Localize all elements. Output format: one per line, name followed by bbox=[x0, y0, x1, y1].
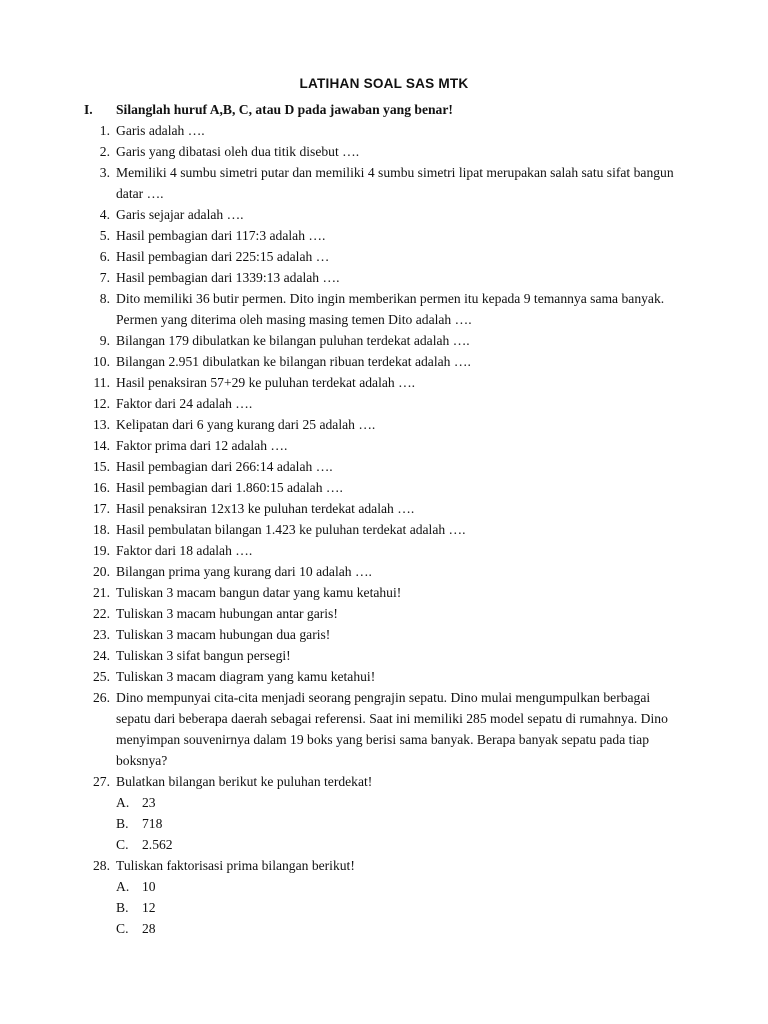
question-number: 13. bbox=[93, 417, 110, 432]
question-number: 3. bbox=[99, 165, 110, 180]
question-number: 21. bbox=[93, 585, 110, 600]
question-number: 19. bbox=[93, 543, 110, 558]
section-header bbox=[84, 100, 708, 120]
question-body bbox=[116, 414, 676, 435]
question-body bbox=[116, 603, 676, 624]
question-number: 5. bbox=[99, 228, 110, 243]
question-body bbox=[116, 246, 676, 267]
option-item bbox=[116, 897, 676, 918]
question-text: Hasil pembagian dari 225:15 adalah … bbox=[116, 249, 330, 264]
question-text: Bilangan 2.951 dibulatkan ke bilangan ribuan terdekat adalah …. bbox=[116, 354, 471, 369]
question-text: Kelipatan dari 6 yang kurang dari 25 adalah …. bbox=[116, 417, 376, 432]
question-item bbox=[84, 267, 708, 288]
question-text: Faktor dari 18 adalah …. bbox=[116, 543, 253, 558]
question-item bbox=[84, 477, 708, 498]
question-item bbox=[84, 435, 708, 456]
question-body bbox=[116, 372, 676, 393]
question-number: 24. bbox=[93, 648, 110, 663]
question-body bbox=[116, 141, 676, 162]
question-text: Garis yang dibatasi oleh dua titik disebut …. bbox=[116, 144, 360, 159]
question-text: Tuliskan faktorisasi prima bilangan berikut! bbox=[116, 858, 355, 873]
option-text: 10 bbox=[142, 879, 156, 894]
question-number: 18. bbox=[93, 522, 110, 537]
question-item bbox=[84, 540, 708, 561]
question-item bbox=[84, 603, 708, 624]
question-body bbox=[116, 162, 676, 204]
question-text: Hasil pembagian dari 117:3 adalah …. bbox=[116, 228, 326, 243]
question-item bbox=[84, 141, 708, 162]
question-item bbox=[84, 246, 708, 267]
question-body bbox=[116, 561, 676, 582]
question-number: 10. bbox=[93, 354, 110, 369]
question-number: 2. bbox=[99, 144, 110, 159]
question-text: Hasil pembagian dari 1.860:15 adalah …. bbox=[116, 480, 343, 495]
option-item bbox=[116, 834, 676, 855]
option-letter: B. bbox=[116, 816, 129, 831]
question-item bbox=[84, 561, 708, 582]
question-number: 8. bbox=[99, 291, 110, 306]
option-item bbox=[116, 813, 676, 834]
option-item bbox=[116, 918, 676, 939]
question-text: Dito memiliki 36 butir permen. Dito ingin memberikan permen itu kepada 9 temannya sama banyak. Permen yang diterima oleh masing masing temen Dito adalah …. bbox=[116, 291, 665, 327]
question-number: 9. bbox=[99, 333, 110, 348]
question-text: Tuliskan 3 macam diagram yang kamu ketahui! bbox=[116, 669, 376, 684]
question-item bbox=[84, 162, 708, 204]
question-number: 6. bbox=[99, 249, 110, 264]
question-body bbox=[116, 330, 676, 351]
question-item bbox=[84, 666, 708, 687]
question-item bbox=[84, 456, 708, 477]
question-number: 7. bbox=[99, 270, 110, 285]
question-number: 16. bbox=[93, 480, 110, 495]
question-text: Garis adalah …. bbox=[116, 123, 205, 138]
question-body bbox=[116, 771, 676, 855]
question-body bbox=[116, 204, 676, 225]
question-number: 11. bbox=[93, 375, 110, 390]
question-item bbox=[84, 771, 708, 855]
question-item bbox=[84, 225, 708, 246]
question-number: 4. bbox=[99, 207, 110, 222]
question-body bbox=[116, 456, 676, 477]
option-item bbox=[116, 792, 676, 813]
question-number: 25. bbox=[93, 669, 110, 684]
question-number: 22. bbox=[93, 606, 110, 621]
question-item bbox=[84, 204, 708, 225]
option-list bbox=[116, 876, 676, 939]
question-item bbox=[84, 624, 708, 645]
question-body bbox=[116, 393, 676, 414]
question-text: Hasil pembulatan bilangan 1.423 ke puluhan terdekat adalah …. bbox=[116, 522, 466, 537]
option-letter: A. bbox=[116, 879, 130, 894]
question-body bbox=[116, 855, 676, 939]
question-item bbox=[84, 288, 708, 330]
question-body bbox=[116, 582, 676, 603]
question-list bbox=[84, 120, 708, 939]
question-text: Tuliskan 3 sifat bangun persegi! bbox=[116, 648, 291, 663]
question-body bbox=[116, 351, 676, 372]
section-one bbox=[84, 100, 708, 939]
question-text: Bulatkan bilangan berikut ke puluhan terdekat! bbox=[116, 774, 373, 789]
question-text: Faktor prima dari 12 adalah …. bbox=[116, 438, 288, 453]
question-item bbox=[84, 414, 708, 435]
question-number: 12. bbox=[93, 396, 110, 411]
question-body bbox=[116, 435, 676, 456]
question-text: Faktor dari 24 adalah …. bbox=[116, 396, 253, 411]
question-text: Tuliskan 3 macam bangun datar yang kamu ketahui! bbox=[116, 585, 402, 600]
section-instruction: Silanglah huruf A,B, C, atau D pada jawaban yang benar! bbox=[116, 102, 453, 117]
question-item bbox=[84, 519, 708, 540]
question-text: Bilangan 179 dibulatkan ke bilangan puluhan terdekat adalah …. bbox=[116, 333, 470, 348]
question-body bbox=[116, 687, 676, 771]
question-item bbox=[84, 498, 708, 519]
question-text: Hasil penaksiran 57+29 ke puluhan terdekat adalah …. bbox=[116, 375, 416, 390]
question-item bbox=[84, 351, 708, 372]
question-number: 17. bbox=[93, 501, 110, 516]
question-item bbox=[84, 645, 708, 666]
option-text: 2.562 bbox=[142, 837, 173, 852]
question-item bbox=[84, 582, 708, 603]
option-item bbox=[116, 876, 676, 897]
question-body bbox=[116, 267, 676, 288]
question-number: 27. bbox=[93, 774, 110, 789]
question-body bbox=[116, 120, 676, 141]
section-number: I. bbox=[84, 102, 93, 117]
question-body bbox=[116, 645, 676, 666]
question-body bbox=[116, 540, 676, 561]
option-list bbox=[116, 792, 676, 855]
question-number: 23. bbox=[93, 627, 110, 642]
question-number: 15. bbox=[93, 459, 110, 474]
option-letter: B. bbox=[116, 900, 129, 915]
question-text: Garis sejajar adalah …. bbox=[116, 207, 244, 222]
option-text: 23 bbox=[142, 795, 156, 810]
question-number: 28. bbox=[93, 858, 110, 873]
option-letter: C. bbox=[116, 921, 129, 936]
question-body bbox=[116, 666, 676, 687]
question-number: 14. bbox=[93, 438, 110, 453]
question-number: 20. bbox=[93, 564, 110, 579]
question-body bbox=[116, 477, 676, 498]
option-text: 28 bbox=[142, 921, 156, 936]
question-body bbox=[116, 624, 676, 645]
option-text: 12 bbox=[142, 900, 156, 915]
question-item bbox=[84, 330, 708, 351]
question-item bbox=[84, 687, 708, 771]
option-letter: C. bbox=[116, 837, 129, 852]
question-number: 1. bbox=[99, 123, 110, 138]
question-body bbox=[116, 225, 676, 246]
question-body bbox=[116, 519, 676, 540]
question-number: 26. bbox=[93, 690, 110, 705]
question-text: Hasil penaksiran 12x13 ke puluhan terdekat adalah …. bbox=[116, 501, 415, 516]
question-text: Tuliskan 3 macam hubungan dua garis! bbox=[116, 627, 331, 642]
question-text: Hasil pembagian dari 1339:13 adalah …. bbox=[116, 270, 340, 285]
question-text: Dino mempunyai cita-cita menjadi seorang pengrajin sepatu. Dino mulai mengumpulkan berbagai sepatu dari beberapa daerah sebagai referensi. Saat ini memiliki 285 model sepatu di rumahnya. Dino menyimpan souvenirnya dalam 19 boks yang berisi sama banyak. Berapa banyak sepatu pada tiap boksnya? bbox=[116, 690, 668, 768]
option-letter: A. bbox=[116, 795, 130, 810]
question-text: Memiliki 4 sumbu simetri putar dan memiliki 4 sumbu simetri lipat merupakan salah satu sifat bangun datar …. bbox=[116, 165, 674, 201]
option-text: 718 bbox=[142, 816, 163, 831]
question-body bbox=[116, 288, 676, 330]
question-item bbox=[84, 120, 708, 141]
question-text: Bilangan prima yang kurang dari 10 adalah …. bbox=[116, 564, 372, 579]
question-item bbox=[84, 393, 708, 414]
question-text: Tuliskan 3 macam hubungan antar garis! bbox=[116, 606, 338, 621]
question-item bbox=[84, 372, 708, 393]
question-body bbox=[116, 498, 676, 519]
document-title: LATIHAN SOAL SAS MTK bbox=[299, 76, 469, 91]
question-text: Hasil pembagian dari 266:14 adalah …. bbox=[116, 459, 333, 474]
question-item bbox=[84, 855, 708, 939]
